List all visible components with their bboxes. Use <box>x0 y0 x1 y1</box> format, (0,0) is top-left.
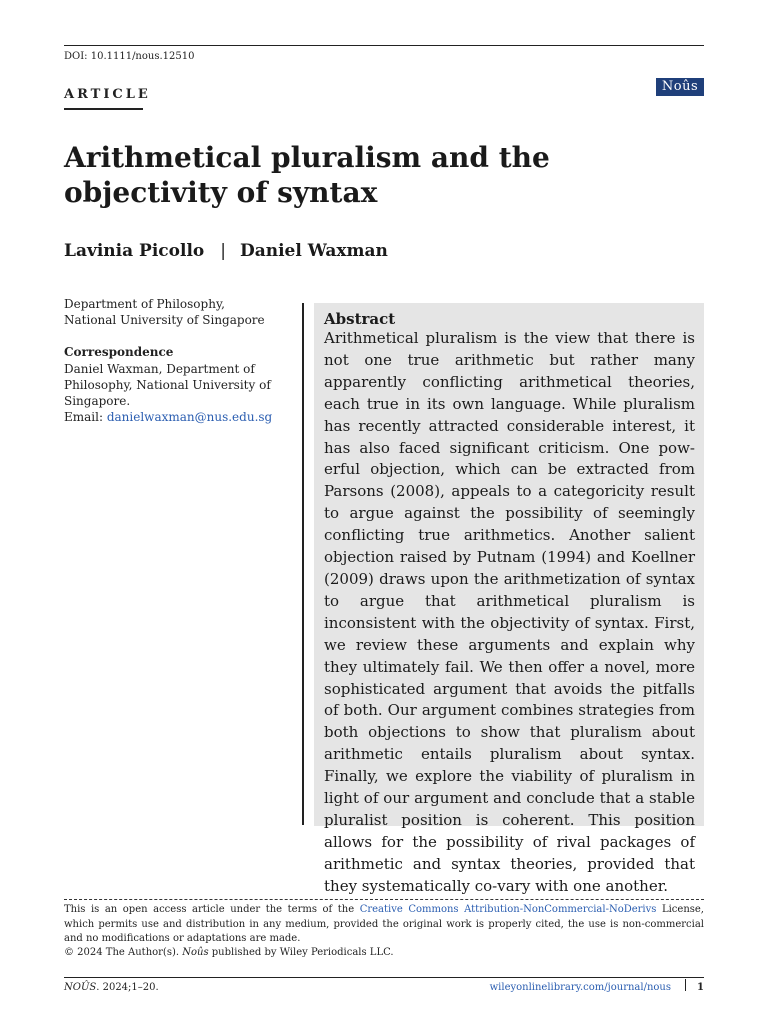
author-name[interactable]: Lavinia Picollo <box>64 241 205 261</box>
footer-separator <box>685 979 686 991</box>
footer-journal-link[interactable]: wileyonlinelibrary.com/journal/nous <box>489 982 671 993</box>
email-label: Email: <box>64 410 107 424</box>
footer-citation <box>64 982 159 993</box>
author-list <box>64 241 388 261</box>
section-label-underline <box>64 108 143 110</box>
doi: DOI: 10.1111/nous.12510 <box>64 51 195 62</box>
section-label: ARTICLE <box>64 87 151 102</box>
email-link[interactable]: danielwaxman@nus.edu.sg <box>106 410 273 424</box>
copyright-suffix: published by Wiley Periodicals LLC. <box>208 947 394 958</box>
license-link[interactable]: Creative Commons Attribution-NonCommercial-NoDerivs <box>359 904 657 915</box>
copyright-prefix: © 2024 The Author(s). <box>64 947 183 958</box>
correspondence-email <box>64 410 272 424</box>
footer-journal: NOÛS <box>64 982 97 993</box>
copyright <box>64 947 394 958</box>
page-number: 1 <box>697 982 704 993</box>
column-divider <box>302 303 304 825</box>
copyright-journal: Noûs <box>182 947 209 958</box>
license-divider <box>64 899 704 900</box>
article-title: Arithmetical pluralism and the objectivity of syntax <box>64 141 550 209</box>
correspondence-text: Daniel Waxman, Department of Philosophy, National University of Singapore. <box>64 362 271 408</box>
affiliation: Department of Philosophy, National University of Singapore <box>64 297 265 327</box>
abstract-text: Arithmetical pluralism is the view that there is not one true arithmetic but rather many apparently conflicting arithmetical theories, each true in its own language. While pluralism has recently attracted considerable interest, it has also faced significant criticism. One powerful objection, which can be extracted from Parsons (2008), appeals to a categoricity result to argue against the possibility of seemingly conflicting true arithmetics. Another salient objection raised by Putnam (1994) and Koellner (2009) draws upon the arithmetization of syntax to argue that arithmetical pluralism is inconsistent with the objectivity of syntax. First, we review these arguments and explain why they ultimately fail. We then offer a novel, more sophisticated argument that avoids the pitfalls of both. Our argument combines strategies from both objections to show that pluralism about arithmetic entails pluralism about syntax. Finally, we explore the viability of pluralism in light of our argument and conclude that a stable pluralist position is coherent. This position allows for the possibility of rival packages of arithmetic and syntax theories, provided that they systematically co-vary with one another. <box>324 329 695 895</box>
header-rule <box>64 45 704 46</box>
correspondence-heading: Correspondence <box>64 345 174 359</box>
footer-rule <box>64 977 704 978</box>
abstract-heading: Abstract <box>324 310 396 328</box>
license-prefix: This is an open access article under the terms of the <box>64 904 360 915</box>
author-name[interactable]: Daniel Waxman <box>239 241 388 261</box>
license-suffix: License, which permits use and distribution in any medium, provided the original work is properly cited, the use is non-commercial and no modifications or adaptations are made. <box>64 904 704 944</box>
license-notice <box>64 903 704 947</box>
author-separator: | <box>220 241 226 261</box>
abstract-box <box>314 303 704 895</box>
footer-citation-text: . 2024;1–20. <box>96 982 159 993</box>
journal-logo[interactable]: Noûs <box>656 78 704 96</box>
